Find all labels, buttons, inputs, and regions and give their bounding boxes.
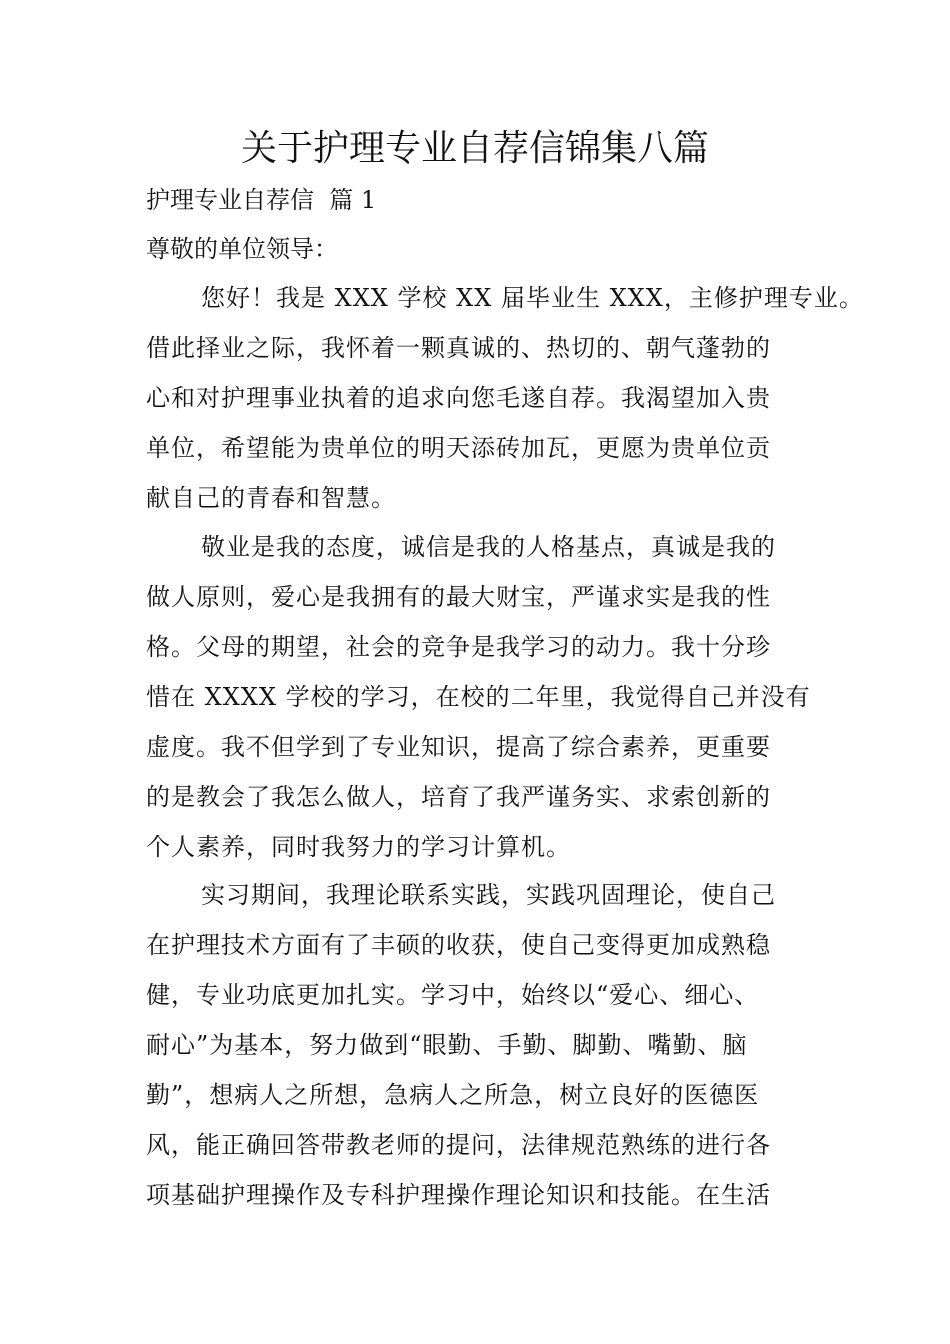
paragraph-3 [146, 870, 826, 1220]
document-title: 关于护理专业自荐信锦集八篇 [240, 128, 709, 169]
text-line: 惜在 XXXX 学校的学习，在校的二年里，我觉得自己并没有 [146, 683, 811, 711]
text-line: 项基础护理操作及专科护理操作理论知识和技能。在生活 [146, 1181, 771, 1209]
text-line: 借此择业之际，我怀着一颗真诚的、热切的、朝气蓬勃的 [146, 334, 771, 362]
text-line: 的是教会了我怎么做人，培育了我严谨务实、求索创新的 [146, 783, 771, 811]
text-line: 风，能正确回答带教老师的提问，法律规范熟练的进行各 [146, 1131, 771, 1159]
text-line: 献自己的青春和智慧。 [146, 484, 396, 512]
text-line: 实习期间，我理论联系实践，实践巩固理论，使自己 [201, 881, 776, 909]
text-line: 虚度。我不但学到了专业知识，提高了综合素养，更重要 [146, 733, 771, 761]
text-line: 健，专业功底更加扎实。学习中，始终以“爱心、细心、 [146, 981, 760, 1009]
text-line: 敬业是我的态度，诚信是我的人格基点，真诚是我的 [201, 533, 776, 561]
text-line: 耐心”为基本，努力做到“眼勤、手勤、脚勤、嘴勤、脑 [146, 1031, 748, 1059]
text-line: 在护理技术方面有了丰硕的收获，使自己变得更加成熟稳 [146, 931, 771, 959]
text-line: 勤”，想病人之所想，急病人之所急，树立良好的医德医 [146, 1081, 760, 1109]
text-line: 做人原则，爱心是我拥有的最大财宝，严谨求实是我的性 [146, 583, 771, 611]
text-line: 格。父母的期望，社会的竞争是我学习的动力。我十分珍 [146, 633, 771, 661]
letter-subtitle: 护理专业自荐信 篇 1 [146, 186, 377, 214]
text-line: 心和对护理事业执着的追求向您毛遂自荐。我渴望加入贵 [146, 384, 771, 412]
text-line: 单位，希望能为贵单位的明天添砖加瓦，更愿为贵单位贡 [146, 434, 771, 462]
text-line: 个人素养，同时我努力的学习计算机。 [146, 833, 571, 861]
paragraph-2 [146, 522, 826, 872]
salutation: 尊敬的单位领导： [146, 235, 338, 263]
paragraph-1 [146, 273, 864, 523]
text-line: 您好！我是 XXX 学校 XX 届毕业生 XXX，主修护理专业。 [201, 284, 864, 312]
